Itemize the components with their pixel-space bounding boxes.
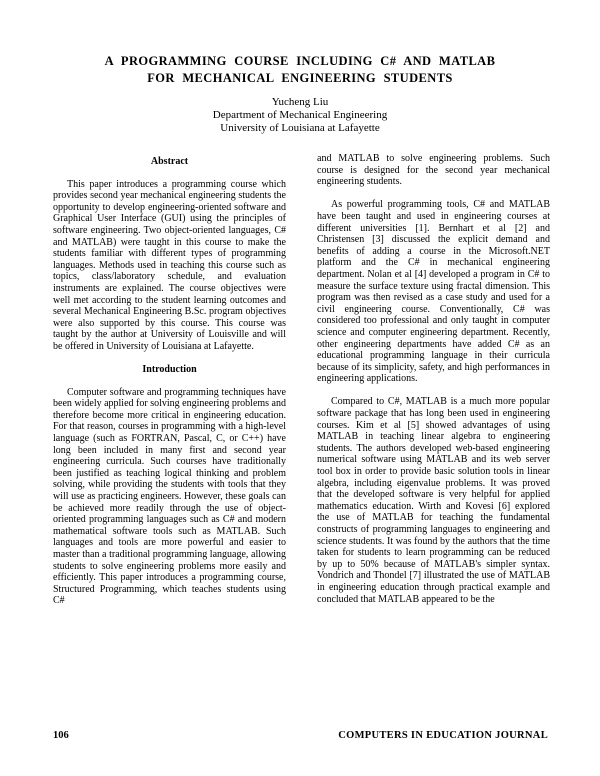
right-column: [317, 153, 550, 617]
author-department: Department of Mechanical Engineering: [212, 109, 388, 121]
intro-paragraph-3: Compared to C#, MATLAB is a much more popular software package that has long been used in engineering courses. Kim et al [5] showed advantages of using MATLAB in teaching linear algebra to engineering students. The authors developed web-based engineering numerical software using MATLAB and its web server tool box in order to provide basic solution tools in linear algebra, including eigenvalue problems. It was proved that the developed software is very helpful for applied mathematics education. Wirth and Kovesi [6] explored the use of MATLAB for teaching the fundamental constructs of programming languages to engineering and science students. It was found by the authors that the time taken for students to learn programming can be reduced by up to 50% because of MATLAB's simpler syntax. Vondrich and Thondel [7] illustrated the use of MATLAB in engineering education through practical example and concluded that MATLAB appeared to be the: [317, 396, 550, 605]
author-university: University of Louisiana at Lafayette: [220, 122, 380, 134]
title-line-1: A PROGRAMMING COURSE INCLUDING C# AND MATLAB: [104, 54, 496, 68]
intro-paragraph-1-continued: and MATLAB to solve engineering problems. Such course is designed for the second year mechanical engineering students.: [317, 153, 550, 188]
author-name: Yucheng Liu: [271, 96, 329, 108]
left-column: [53, 156, 286, 619]
intro-paragraph-2: As powerful programming tools, C# and MATLAB have been taught and used in engineering courses at different universities [1]. Bernhart et al [2] and Christensen [3] discussed the explicit demand and benefits of adding a course in the Microsoft.NET platform and the C# in mechanical engineering department. Nolan et al [4] developed a program in C# to measure the surface texture using fractal dimension. This program was then revised as a case study and used for a civil engineering course. Conventionally, C# was considered too professional and only taught in computer science and computer engineering department. Recently, other engineering departments have added C# as an educational programming language in their curricula because of its simplicity, safety, and high performances in engineering applications.: [317, 199, 550, 385]
journal-name: COMPUTERS IN EDUCATION JOURNAL: [338, 730, 548, 741]
abstract-heading: Abstract: [150, 156, 189, 167]
title-line-2: FOR MECHANICAL ENGINEERING STUDENTS: [147, 71, 453, 85]
author-block: [40, 96, 560, 135]
abstract-text: This paper introduces a programming course which provides second year mechanical engineering students the opportunity to develop engineering-oriented software and Graphical User Interface (GUI) using the principles of software engineering. Two object-oriented languages, C# and MATLAB) were taught in this course to make the students familiar with different types of programming languages. Methods used in teaching this course such as topics, class/laboratory schedule, and evaluation instruments are explained. The course objectives were well met according to the student learning outcomes and several Mechanical Engineering B.Sc. program objectives were also supported by this course. This course was taught by the author at University of Louisville and will be offered in University of Louisiana at Lafayette.: [53, 178, 286, 352]
intro-paragraph-1: Computer software and programming techniques have been widely applied for solving engineering problems and therefore become more critical in engineering education. For that reason, courses in programming with a high-level language (such as FORTRAN, Pascal, C, or C++) have long been included in many first and second year engineering curricula. Such courses have traditionally been justified as teaching logical thinking and problem solving, while providing the students with tools that they will use as practicing engineers. However, these goals can be achieved more readily through the use of object-oriented programming languages such as C# and modern mathematical software tools such as MATLAB. Such languages and tools are more powerful and easier to master than a traditional programming language, allowing students to solve engineering problems more easily and efficiently. This paper introduces a programming course, Structured Programming, which teaches students using C#: [53, 386, 286, 607]
page-number: 106: [53, 730, 69, 741]
paper-title: [40, 53, 560, 87]
introduction-heading: Introduction: [142, 364, 197, 376]
